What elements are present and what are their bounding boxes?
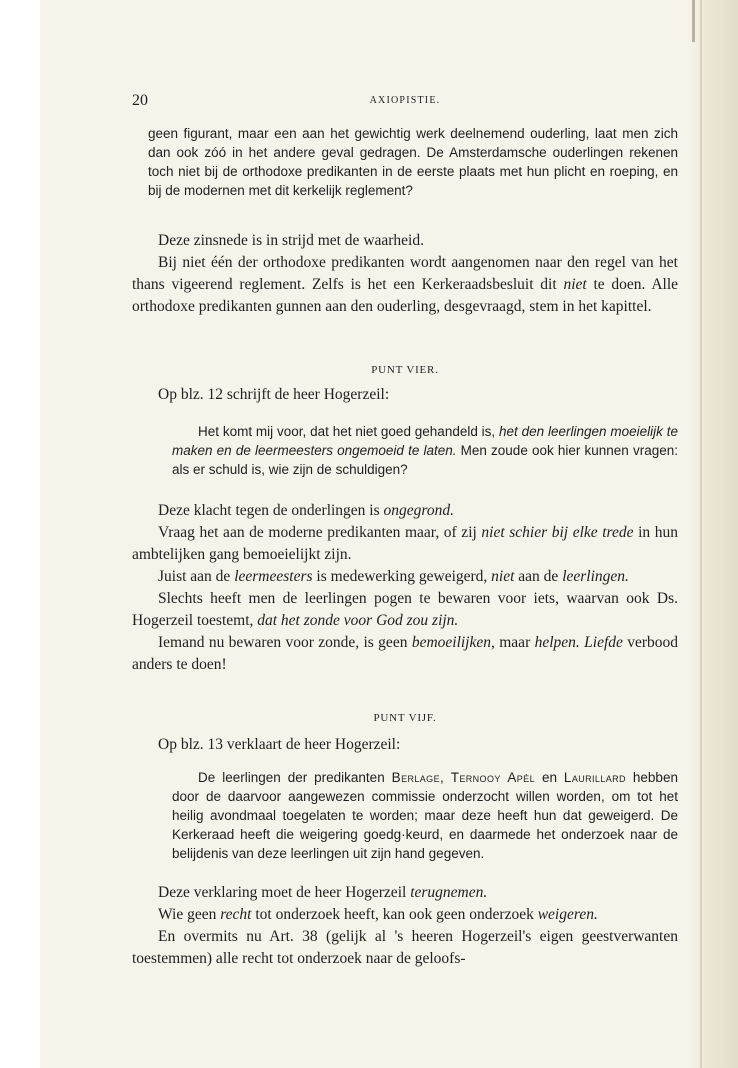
page-number: 20: [132, 92, 148, 109]
section-vier-quote: [172, 422, 678, 479]
section-heading-punt-vier: PUNT VIER.: [371, 364, 439, 376]
quoted-passage: Het komt mij voor, dat het niet goed gehandeld is, het den leerlingen moeielijk te maken en de leermeesters ongemoeid te laten. Men zoude ook hier kunnen vragen: als er schuld is, wie zijn de schuldigen?: [172, 424, 678, 477]
response-paragraph: Juist aan de leermeesters is medewerking geweigerd, niet aan de leerlingen.: [158, 568, 629, 585]
page-header: [132, 92, 678, 112]
quoted-passage: De leerlingen der predikanten Berlage, Ternooy Apél en Laurillard hebben door de daarvoor aangewezen commissie onderzocht willen worden, om tot het heilig avondmaal toegelaten te worden; maar deze heeft hun dat geweigerd. De Kerkeraad heeft die weigering goedg·keurd, en daarmede het onderzoek naar de belijdenis van deze leerlingen uit zijn hand gegeven.: [172, 770, 678, 861]
response-paragraph: Bij niet één der orthodoxe predikanten wordt aangenomen naar den regel van het thans vigeerend reglement. Zelfs is het een Kerkeraadsbesluit dit niet te doen. Alle orthodoxe predikanten gunnen aan den ouderling, desgevraagd, stem in het kapittel.: [132, 254, 679, 315]
response-block-1: [132, 230, 678, 318]
section-vier-intro: [132, 384, 678, 406]
section-intro: Op blz. 13 verklaart de heer Hogerzeil:: [158, 736, 401, 753]
section-vijf-quote: [172, 768, 678, 863]
section-vijf-intro: [132, 734, 678, 756]
scan-left-margin: [0, 0, 40, 1068]
response-paragraph: Wie geen recht tot onderzoek heeft, kan ook geen onderzoek weigeren.: [158, 906, 598, 923]
response-paragraph: Deze verklaring moet de heer Hogerzeil terugnemen.: [158, 884, 488, 901]
section-intro: Op blz. 12 schrijft de heer Hogerzeil:: [158, 386, 390, 403]
scan-artifact: [692, 0, 695, 42]
page-fold: [700, 0, 702, 1068]
quote-continuation-block: [148, 124, 678, 200]
section-vijf-response: [132, 882, 678, 970]
page-right-edge: [690, 0, 738, 1068]
response-paragraph: Deze zinsnede is in strijd met de waarheid.: [158, 232, 424, 249]
section-heading-punt-vijf: PUNT VIJF.: [373, 712, 437, 724]
response-paragraph: Deze klacht tegen de onderlingen is ongegrond.: [158, 502, 454, 519]
response-paragraph: Slechts heeft men de leerlingen pogen te bewaren voor iets, waarvan ook Ds. Hogerzeil toestemt, dat het zonde voor God zou zijn.: [132, 590, 678, 629]
response-paragraph: Vraag het aan de moderne predikanten maar, of zij niet schier bij elke trede in hun ambtelijken gang bemoeielijkt zijn.: [132, 524, 679, 563]
response-paragraph: En overmits nu Art. 38 (gelijk al 's heeren Hogerzeil's eigen geestverwanten toestemmen) alle recht tot onderzoek naar de geloofs-: [132, 928, 678, 967]
response-paragraph: Iemand nu bewaren voor zonde, is geen bemoeilijken, maar helpen. Liefde verbood anders te doen!: [132, 634, 679, 673]
quote-continuation: geen figurant, maar een aan het gewichtig werk deelnemend ouderling, laat men zich dan ook zóó in het andere geval gedragen. De Amsterdamsche ouderlingen rekenen toch niet bij de orthodoxe predikanten in de eerste plaats met hun plicht en roeping, en bij de modernen met dit kerkelijk reglement?: [148, 126, 678, 198]
running-title: AXIOPISTIE.: [369, 95, 441, 106]
section-vier-response: [132, 500, 678, 676]
